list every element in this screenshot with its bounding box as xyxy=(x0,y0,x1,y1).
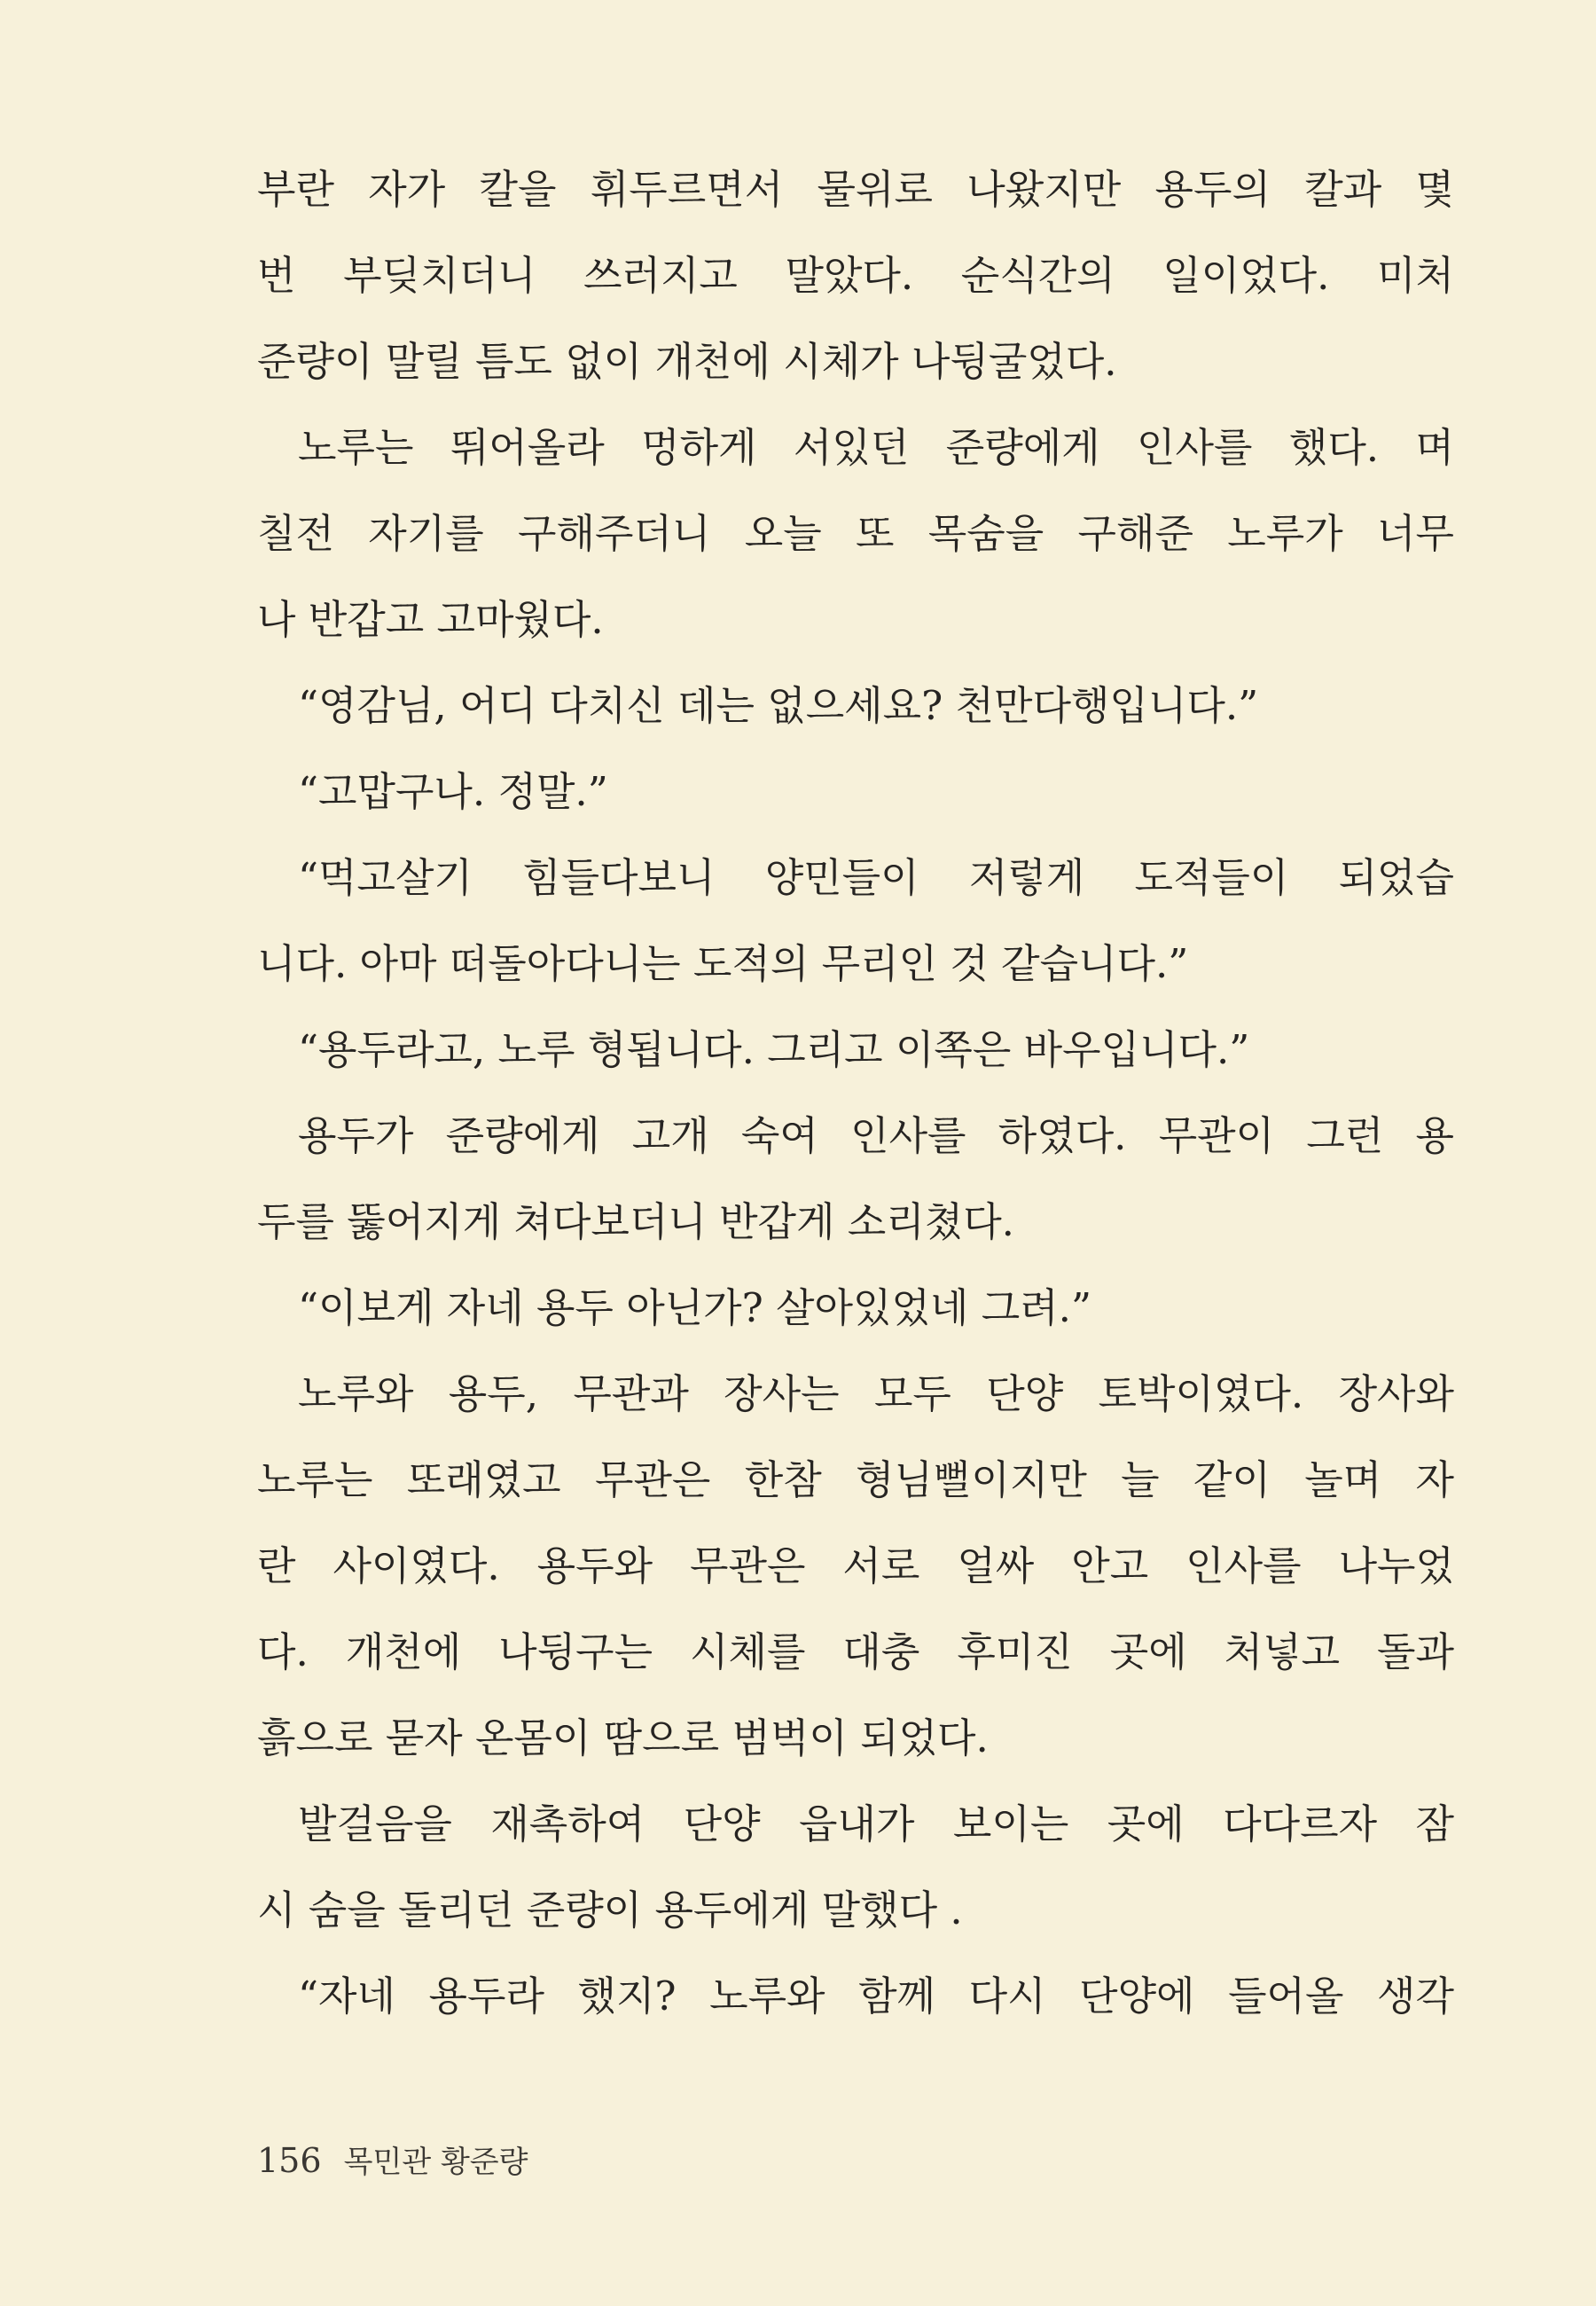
text-line: 칠전 자기를 구해주더니 오늘 또 목숨을 구해준 노루가 너무 xyxy=(257,510,1454,557)
text-line: 니다. 아마 떠돌아다니는 도적의 무리인 것 같습니다.” xyxy=(257,940,1189,987)
dialogue-line: “고맙구나. 정말.” xyxy=(298,768,608,815)
text-line: 노루와 용두, 무관과 장사는 모두 단양 토박이였다. 장사와 xyxy=(298,1370,1454,1417)
text-line: 시 숨을 돌리던 준량이 용두에게 말했다 . xyxy=(257,1886,963,1933)
text-line: 란 사이였다. 용두와 무관은 서로 얼싸 안고 인사를 나누었 xyxy=(257,1542,1454,1589)
body-text xyxy=(257,146,1454,2039)
dialogue-line: “영감님, 어디 다치신 데는 없으세요? 천만다행입니다.” xyxy=(298,682,1259,729)
text-line: 흙으로 묻자 온몸이 땀으로 범벅이 되었다. xyxy=(257,1714,989,1761)
text-line: 부란 자가 칼을 휘두르면서 물위로 나왔지만 용두의 칼과 몇 xyxy=(257,166,1454,213)
text-line: 준량이 말릴 틈도 없이 개천에 시체가 나뒹굴었다. xyxy=(257,338,1117,385)
text-line: 다. 개천에 나뒹구는 시체를 대충 후미진 곳에 처넣고 돌과 xyxy=(257,1628,1454,1675)
text-line: 노루는 뛰어올라 멍하게 서있던 준량에게 인사를 했다. 며 xyxy=(298,424,1454,471)
page-footer xyxy=(257,2137,528,2191)
text-line: 나 반갑고 고마웠다. xyxy=(257,596,604,643)
text-line: 용두가 준량에게 고개 숙여 인사를 하였다. 무관이 그런 용 xyxy=(298,1112,1454,1159)
dialogue-line: “용두라고, 노루 형됩니다. 그리고 이쪽은 바우입니다.” xyxy=(298,1026,1250,1073)
text-line: 번 부딪치더니 쓰러지고 말았다. 순식간의 일이었다. 미처 xyxy=(257,252,1454,299)
page-number: 156 xyxy=(257,2141,322,2180)
dialogue-line: “이보게 자네 용두 아닌가? 살아있었네 그려.” xyxy=(298,1284,1091,1331)
text-line: 노루는 또래였고 무관은 한참 형님뻘이지만 늘 같이 놀며 자 xyxy=(257,1456,1454,1503)
text-line: 두를 뚫어지게 쳐다보더니 반갑게 소리쳤다. xyxy=(257,1198,1014,1245)
dialogue-line: “자네 용두라 했지? 노루와 함께 다시 단양에 들어올 생각 xyxy=(298,1973,1454,2020)
text-line: 발걸음을 재촉하여 단양 읍내가 보이는 곳에 다다르자 잠 xyxy=(298,1800,1454,1847)
dialogue-line: “먹고살기 힘들다보니 양민들이 저렇게 도적들이 되었습 xyxy=(298,854,1454,901)
book-title: 목민관 황준량 xyxy=(343,2145,528,2180)
